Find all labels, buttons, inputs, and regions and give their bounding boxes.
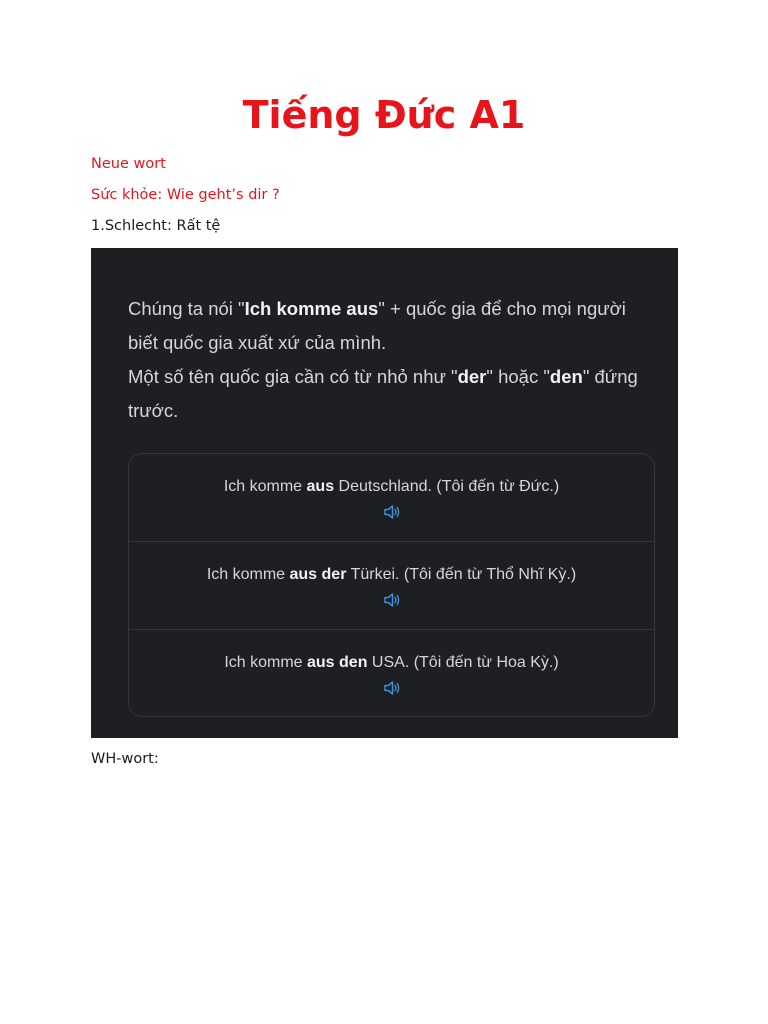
schlecht-line: 1.Schlecht: Rất tệ [91, 218, 221, 234]
intro-text [128, 292, 648, 428]
example-text [129, 653, 654, 673]
example-post: USA. (Tôi đến từ Hoa Kỳ.) [367, 654, 559, 671]
example-pre: Ich komme [223, 478, 307, 495]
example-row [129, 630, 654, 717]
intro-p2-bold-den: den [549, 366, 583, 387]
health-line: Sức khỏe: Wie geht’s dir ? [91, 187, 280, 203]
example-post: Deutschland. (Tôi đến từ Đức.) [334, 478, 560, 495]
example-pre: Ich komme [206, 566, 290, 583]
example-row [129, 454, 654, 542]
speaker-icon[interactable] [383, 680, 401, 696]
example-bold: aus [306, 478, 335, 495]
example-text [129, 477, 654, 497]
lesson-screenshot [91, 248, 678, 738]
intro-p2-mid: " hoặc " [486, 366, 550, 387]
intro-p1-bold: Ich komme aus [244, 298, 379, 319]
example-pre: Ich komme [224, 654, 307, 671]
example-bold: aus der [289, 566, 347, 583]
intro-p1-pre: Chúng ta nói " [128, 298, 245, 319]
page-title: Tiếng Đức A1 [242, 93, 526, 137]
example-row [129, 542, 654, 630]
intro-p1-post: " + quốc gia để cho mọi người biết quốc gia xuất xứ của mình. [128, 298, 626, 353]
example-post: Türkei. (Tôi đến từ Thổ Nhĩ Kỳ.) [346, 566, 577, 583]
speaker-icon[interactable] [383, 504, 401, 520]
intro-p2-post: " đứng trước. [128, 366, 638, 421]
wh-wort-line: WH-wort: [91, 751, 159, 767]
example-text [129, 565, 654, 585]
intro-p2-pre: Một số tên quốc gia cần có từ nhỏ như " [128, 366, 458, 387]
neue-wort-line: Neue wort [91, 156, 166, 172]
speaker-icon[interactable] [383, 592, 401, 608]
example-bold: aus den [307, 654, 368, 671]
examples-card [128, 453, 655, 717]
intro-p2-bold-der: der [457, 366, 487, 387]
